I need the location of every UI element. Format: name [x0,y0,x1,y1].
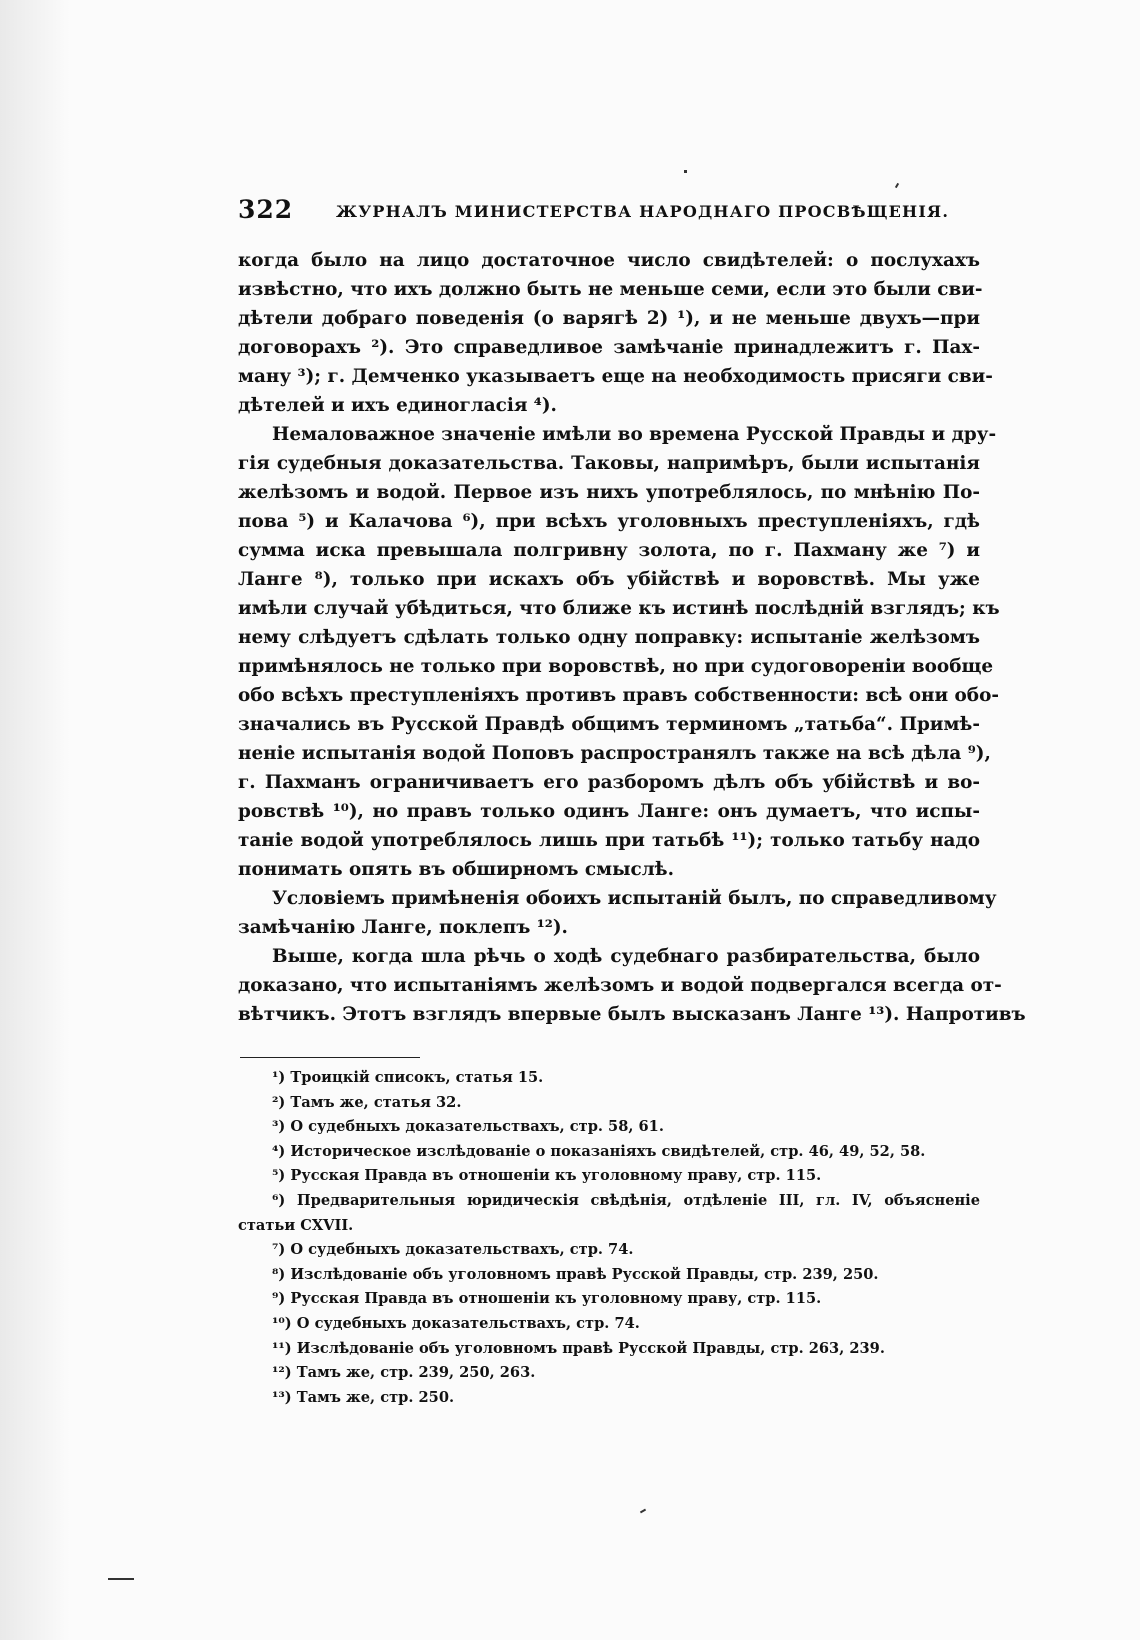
footnote: ¹³) Тамъ же, стр. 250. [272,1388,455,1406]
text-line: имѣли случай убѣдиться, что ближе къ истинѣ послѣдній взглядъ; къ [238,598,1000,619]
text-line: дѣтели добраго поведенія (о варягѣ 2) ¹), и не меньше двухъ—при [238,308,980,329]
text-line: замѣчанію Ланге, поклепъ ¹²). [238,917,568,938]
text-line: ману ³); г. Демченко указываетъ еще на необходимость присяги сви- [238,366,993,387]
text-line: значались въ Русской Правдѣ общимъ терминомъ „татьба“. Примѣ- [238,714,980,735]
text-line: г. Пахманъ ограничиваетъ его разборомъ дѣлъ объ убійствѣ и во- [238,772,980,793]
text-line: обо всѣхъ преступленіяхъ противъ правъ собственности: всѣ они обо- [238,685,999,706]
print-mark-bottom [640,1509,646,1514]
text-line: вѣтчикъ. Этотъ взглядъ впервые былъ высказанъ Ланге ¹³). Напротивъ [238,1004,1026,1025]
footnote: ⁵) Русская Правда въ отношеніи къ уголовному праву, стр. 115. [272,1167,822,1185]
footnote: ¹⁰) О судебныхъ доказательствахъ, стр. 74. [272,1314,640,1332]
footnote: ¹¹) Изслѣдованіе объ уголовномъ правѣ Русской Правды, стр. 263, 239. [272,1339,885,1357]
text-line: дѣтелей и ихъ единогласія ⁴). [238,395,557,416]
footnotes [238,1066,980,1410]
text-line: извѣстно, что ихъ должно быть не меньше семи, если это были сви- [238,279,983,300]
footnote: ¹²) Тамъ же, стр. 239, 250, 263. [272,1364,536,1382]
body-text [238,246,1026,1029]
print-mark-top [895,183,899,188]
text-line: примѣнялось не только при воровствѣ, но при судоговореніи вообще [238,656,994,677]
text-line: Ланге ⁸), только при искахъ объ убійствѣ и воровствѣ. Мы уже [238,569,980,590]
text-line: таніе водой употреблялось лишь при татьбѣ ¹¹); только татьбу надо [238,830,980,851]
text-line: пова ⁵) и Калачова ⁶), при всѣхъ уголовныхъ преступленіяхъ, гдѣ [238,511,980,532]
footnote-rule [240,1057,420,1058]
text-line: понимать опять въ обширномъ смыслѣ. [238,859,674,880]
page-number: 322 [238,195,294,224]
text-line: нему слѣдуетъ сдѣлать только одну поправку: испытаніе желѣзомъ [238,627,980,648]
text-line: ровствѣ ¹⁰), но правъ только одинъ Ланге: онъ думаетъ, что испы- [238,801,980,822]
text-line: договорахъ ²). Это справедливое замѣчаніе принадлежитъ г. Пах- [238,337,980,358]
footnote: ²) Тамъ же, статья 32. [272,1093,462,1111]
print-speck-top [684,170,687,173]
text-line: Немаловажное значеніе имѣли во времена Русской Правды и дру- [272,424,997,445]
footnote: ¹) Троицкій списокъ, статья 15. [272,1069,544,1086]
footnote: ⁶) Предварительныя юридическія свѣдѣнія, отдѣленіе III, гл. IV, объясненіе [272,1191,980,1209]
text-line: Выше, когда шла рѣчь о ходѣ судебнаго разбирательства, было [272,946,980,967]
page-header [238,195,978,225]
text-line: неніе испытанія водой Поповъ распространялъ также на всѣ дѣла ⁹), [238,743,991,764]
footnote: ³) О судебныхъ доказательствахъ, стр. 58, 61. [272,1118,664,1136]
text-line: доказано, что испытаніямъ желѣзомъ и водой подвергался всегда от- [238,975,1002,996]
text-line: когда было на лицо достаточное число свидѣтелей: о послухахъ [238,250,980,271]
footnote: ⁸) Изслѣдованіе объ уголовномъ правѣ Русской Правды, стр. 239, 250. [272,1265,879,1283]
footnote: ⁴) Историческое изслѣдованіе о показаніяхъ свидѣтелей, стр. 46, 49, 52, 58. [272,1142,926,1160]
text-line: сумма иска превышала полгривну золота, по г. Пахману же ⁷) и [238,540,980,561]
footnote: статьи CXVII. [238,1216,354,1234]
text-line: гія судебныя доказательства. Таковы, напримѣръ, были испытанія [238,453,980,474]
footnote: ⁷) О судебныхъ доказательствахъ, стр. 74. [272,1241,634,1259]
margin-dash [108,1578,134,1580]
text-line: желѣзомъ и водой. Первое изъ нихъ употреблялось, по мнѣнію По- [238,482,980,503]
page-edge-shadow [0,0,70,1640]
footnote: ⁹) Русская Правда въ отношеніи къ уголовному праву, стр. 115. [272,1290,822,1308]
text-line: Условіемъ примѣненія обоихъ испытаній былъ, по справедливому [272,888,997,909]
running-title: ЖУРНАЛЪ МИНИСТЕРСТВА НАРОДНАГО ПРОСВѢЩЕНІЯ. [336,202,950,221]
